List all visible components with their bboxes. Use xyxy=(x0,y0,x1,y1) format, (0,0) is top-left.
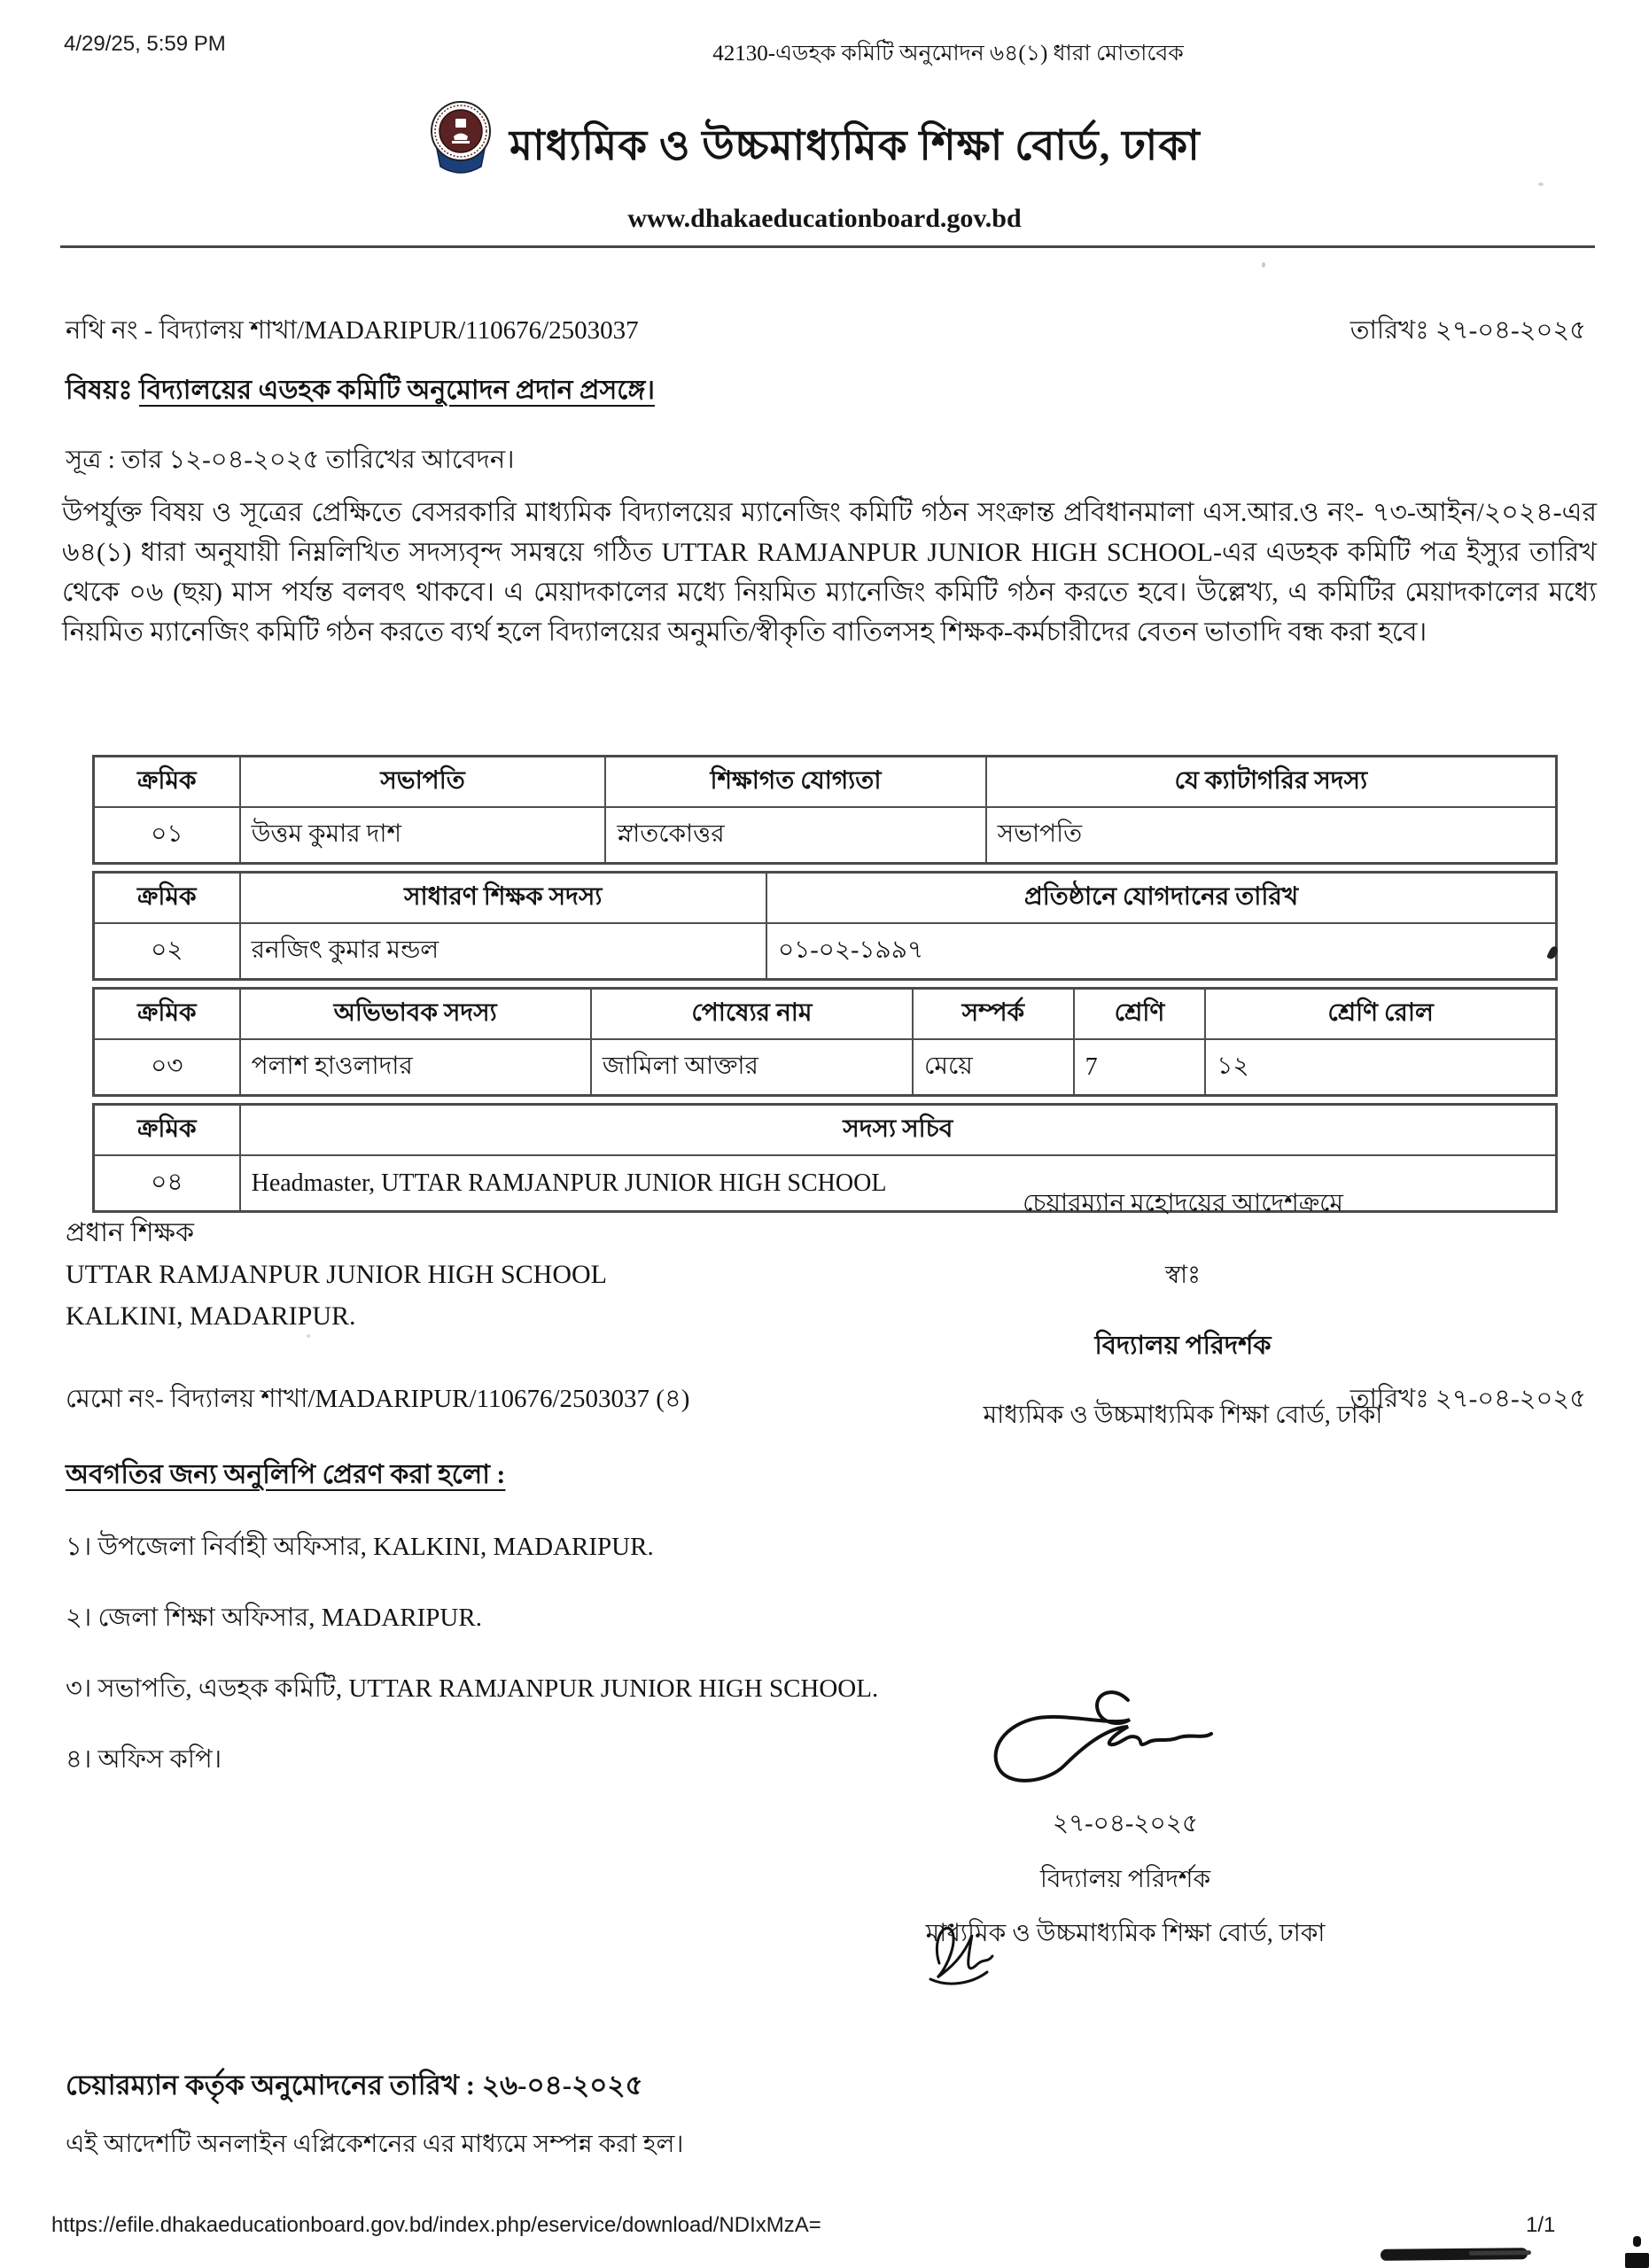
header-cell: ক্রমিক xyxy=(94,1105,240,1156)
memo-row xyxy=(66,1379,1586,1422)
print-datetime: 4/29/25, 5:59 PM xyxy=(64,32,226,56)
body-paragraph: উপর্যুক্ত বিষয় ও সূত্রের প্রেক্ষিতে বেসরকারি মাধ্যমিক বিদ্যালয়ের ম্যানেজিং কমিটি গঠন সংক্রান্ত প্রবিধানমালা এস.আর.ও নং- ৭৩-আইন/২০২৪-এর ৬৪(১) ধারা অনুযায়ী নিম্নলিখিত সদস্যবৃন্দ সমন্বয়ে গঠিত UTTAR RAMJANPUR JUNIOR HIGH SCHOOL-এর এডহক কমিটি পত্র ইস্যুর তারিখ থেকে ০৬ (ছয়) মাস পর্যন্ত বলবৎ থাকবে। এ মেয়াদকালের মধ্যে নিয়মিত ম্যানেজিং কমিটি গঠন করতে হবে। উল্লেখ্য, এ কমিটির মেয়াদকালের মধ্যে নিয়মিত ম্যানেজিং কমিটি গঠন করতে ব্যর্থ হলে বিদ্যালয়ের অনুমতি/স্বীকৃতি বাতিলসহ শিক্ষক-কর্মচারীদের বেতন ভাতাদি বন্ধ করা হবে। xyxy=(62,498,1597,647)
cell-member-secretary: Headmaster, UTTAR RAMJANPUR JUNIOR HIGH SCHOOL xyxy=(240,1155,1557,1212)
header-divider xyxy=(60,245,1595,248)
education-board-seal-logo xyxy=(428,99,494,175)
seal-icon xyxy=(428,99,494,175)
print-footer-url: https://efile.dhakaeducationboard.gov.bd/index.php/eservice/download/NDIxMzA= xyxy=(51,2213,821,2237)
memo-number: মেমো নং- বিদ্যালয় শাখা/MADARIPUR/110676/2503037 (৪) xyxy=(66,1385,690,1413)
ink-blob xyxy=(1625,2253,1649,2268)
cell-name: উত্তম কুমার দাশ xyxy=(240,807,606,864)
header-cell: ক্রমিক xyxy=(94,873,240,924)
distribution-item: ৪। অফিস কপি। xyxy=(66,1745,222,1774)
addressee-block xyxy=(66,1212,607,1337)
table-header-row xyxy=(94,757,1557,808)
scan-speck xyxy=(1262,262,1265,268)
table-header-row xyxy=(94,1105,1557,1156)
table-header-row xyxy=(94,989,1557,1040)
board-website: www.dhakaeducationboard.gov.bd xyxy=(627,204,1022,233)
distribution-list xyxy=(66,1453,878,1810)
signer-organization: মাধ্যমিক ও উচ্চমাধ্যমিক শিক্ষা বোর্ড, ঢাকা xyxy=(983,1402,1383,1429)
subject-line xyxy=(66,369,655,414)
distribution-item: ২। জেলা শিক্ষা অফিসার, MADARIPUR. xyxy=(66,1604,482,1632)
approval-method-line: এই আদেশটি অনলাইন এপ্লিকেশনের এর মাধ্যমে সম্পন্ন করা হল। xyxy=(66,2131,684,2158)
addressee-school: UTTAR RAMJANPUR JUNIOR HIGH SCHOOL xyxy=(66,1260,607,1289)
table-header-row xyxy=(94,873,1557,924)
committee-tables xyxy=(92,755,1558,1219)
approval-date-line: চেয়ারম্যান কর্তৃক অনুমোদনের তারিখ : ২৬-০৪-২০২৫ xyxy=(66,2070,643,2101)
doc-date: তারিখঃ ২৭-০৪-২০২৫ xyxy=(1350,316,1586,345)
signed-abbreviation: স্বাঃ xyxy=(1164,1262,1202,1289)
scan-speck xyxy=(1538,183,1544,186)
president-table xyxy=(92,755,1558,865)
cell-serial: ০৩ xyxy=(94,1039,240,1096)
cell-class: 7 xyxy=(1074,1039,1206,1096)
cell-ward-name: জামিলা আক্তার xyxy=(591,1039,913,1096)
cell-qualification: স্নাতকোত্তর xyxy=(605,807,985,864)
guardian-member-table xyxy=(92,987,1558,1097)
header-cell: সদস্য সচিব xyxy=(240,1105,1557,1156)
board-name-title: মাধ্যমিক ও উচ্চমাধ্যমিক শিক্ষা বোর্ড, ঢাকা xyxy=(509,123,1201,169)
header-cell: সম্পর্ক xyxy=(913,989,1074,1040)
ink-smudge xyxy=(1381,2248,1528,2261)
handwritten-signature xyxy=(979,1688,1272,1800)
cell-joining-date: ০১-০২-১৯৯৭ xyxy=(766,923,1557,980)
subject-prefix: বিষয়ঃ xyxy=(66,376,139,405)
header-cell: শ্রেণি xyxy=(1074,989,1206,1040)
table-row xyxy=(94,923,1557,980)
header-cell: পোষ্যের নাম xyxy=(591,989,913,1040)
doc-number: নথি নং - বিদ্যালয় শাখা/MADARIPUR/110676/2503037 xyxy=(66,316,639,345)
cell-serial: ০৪ xyxy=(94,1155,240,1212)
header-cell: সভাপতি xyxy=(240,757,606,808)
addressee-title: প্রধান শিক্ষক xyxy=(66,1218,194,1247)
header-cell: ক্রমিক xyxy=(94,989,240,1040)
table-row xyxy=(94,807,1557,864)
print-document-title: 42130-এডহক কমিটি অনুমোদন ৬৪(১) ধারা মোতাবেক xyxy=(712,42,1184,66)
header-cell: ক্রমিক xyxy=(94,757,240,808)
print-page-number: 1/1 xyxy=(1526,2213,1556,2237)
addressee-address: KALKINI, MADARIPUR. xyxy=(66,1301,356,1331)
header-cell: শিক্ষাগত যোগ্যতা xyxy=(605,757,985,808)
distribution-item: ৩। সভাপতি, এডহক কমিটি, UTTAR RAMJANPUR JUNIOR HIGH SCHOOL. xyxy=(66,1674,879,1703)
doc-number-row xyxy=(66,310,1586,353)
header-cell: যে ক্যাটাগরির সদস্য xyxy=(986,757,1557,808)
handwritten-initial xyxy=(922,1912,1006,1998)
cell-serial: ০১ xyxy=(94,807,240,864)
cell-guardian-name: পলাশ হাওলাদার xyxy=(240,1039,591,1096)
by-order-text: চেয়ারম্যান মহোদয়ের আদেশক্রমে xyxy=(1023,1190,1343,1217)
teacher-member-table xyxy=(92,871,1558,981)
cell-relation: মেয়ে xyxy=(913,1039,1074,1096)
distribution-heading: অবগতির জন্য অনুলিপি প্রেরণ করা হলো : xyxy=(66,1460,506,1489)
memo-date: তারিখঃ ২৭-০৪-২০২৫ xyxy=(1350,1385,1586,1413)
cell-serial: ০২ xyxy=(94,923,240,980)
header-cell: অভিভাবক সদস্য xyxy=(240,989,591,1040)
cell-category: সভাপতি xyxy=(986,807,1557,864)
cell-roll: ১২ xyxy=(1205,1039,1556,1096)
signature-date: ২৭-০৪-২০২৫ xyxy=(1052,1810,1199,1837)
distribution-item: ১। উপজেলা নির্বাহী অফিসার, KALKINI, MADARIPUR. xyxy=(66,1533,654,1561)
subject-text: বিদ্যালয়ের এডহক কমিটি অনুমোদন প্রদান প্রসঙ্গে। xyxy=(139,376,655,405)
signature-organization: মাধ্যমিক ও উচ্চমাধ্যমিক শিক্ষা বোর্ড, ঢাকা xyxy=(925,1920,1326,1947)
approval-note xyxy=(66,2064,683,2166)
header-cell: সাধারণ শিক্ষক সদস্য xyxy=(240,873,766,924)
signer-designation: বিদ্যালয় পরিদর্শক xyxy=(1094,1332,1272,1360)
header-cell: শ্রেণি রোল xyxy=(1205,989,1556,1040)
scan-speck xyxy=(307,1334,310,1338)
reference-line: সূত্র : তার ১২-০৪-২০২৫ তারিখের আবেদন। xyxy=(66,446,515,474)
header-cell: প্রতিষ্ঠানে যোগদানের তারিখ xyxy=(766,873,1557,924)
cell-name: রনজিৎ কুমার মন্ডল xyxy=(240,923,766,980)
signature-designation: বিদ্যালয় পরিদর্শক xyxy=(1039,1866,1211,1893)
table-row xyxy=(94,1039,1557,1096)
ink-dot xyxy=(1633,2236,1641,2247)
